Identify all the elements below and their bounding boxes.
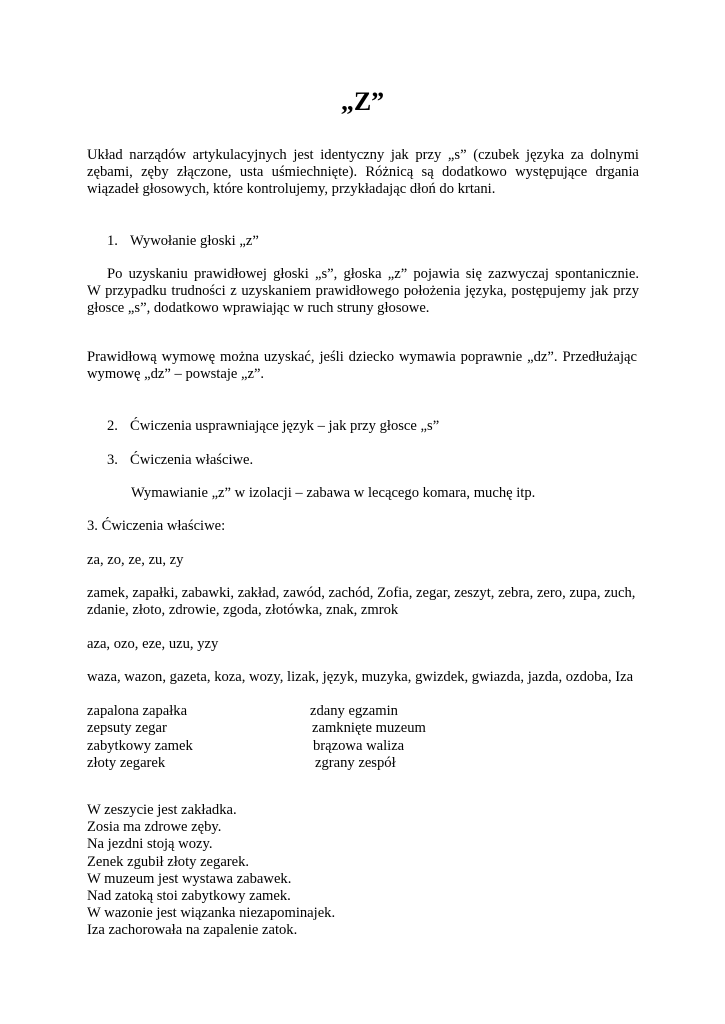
list-heading-text: Wywołanie głoski „z” [130, 233, 259, 249]
phrase-right: zamknięte muzeum [312, 720, 426, 737]
phrase-right: zgrany zespół [315, 754, 396, 771]
sentence: Nad zatoką stoi zabytkowy zamek. [87, 887, 291, 904]
section-1-paragraph-2 [87, 349, 637, 383]
list-heading-text: Ćwiczenia właściwe. [130, 452, 254, 468]
sentence: W zeszycie jest zakładka. [87, 802, 237, 818]
sentence: Na jezdni stoją wozy. [87, 836, 213, 853]
paragraph-line: W przypadku trudności z uzyskaniem prawidłowego położenia języka, postępujemy jak przy [87, 283, 639, 299]
section-1-paragraph [87, 266, 639, 317]
phrase-left: zapalona zapałka [87, 703, 188, 719]
phrase-left: złoty zegarek [87, 754, 166, 771]
intro-line: wiązadeł głosowych, które kontrolujemy, przykładając dłoń do krtani. [87, 181, 496, 197]
intro-paragraph [87, 147, 639, 198]
paragraph-line: wymowę „dz” – powstaje „z”. [87, 366, 265, 382]
sentence: Zenek zgubił złoty zegarek. [87, 853, 250, 870]
sentences-list [87, 802, 335, 940]
phrase-left: zabytkowy zamek [87, 737, 193, 754]
syllables-line: za, zo, ze, zu, zy [87, 552, 184, 568]
words-mid-line: waza, wazon, gazeta, koza, wozy, lizak, język, muzyka, gwizdek, gwiazda, jazda, ozdoba, Iza [87, 669, 634, 685]
phrase-right: zdany egzamin [310, 703, 398, 719]
words-line: zdanie, złoto, zdrowie, zgoda, złotówka, znak, zmrok [87, 602, 399, 618]
phrases-table [87, 703, 487, 772]
paragraph-line: Po uzyskaniu prawidłowej głoski „s”, głoska „z” pojawia się zazwyczaj spontanicznie. [107, 266, 639, 282]
intro-line: Układ narządów artykulacyjnych jest identyczny jak przy „s” (czubek języka za dolnymi [87, 147, 639, 163]
section-3-heading [107, 452, 253, 469]
syllables-mid-line: aza, ozo, eze, uzu, yzy [87, 636, 219, 652]
phrase-row [87, 755, 487, 772]
intro-line: zębami, zęby złączone, usta uśmiechnięte). Różnicą są dodatkowo występujące drgania [87, 164, 639, 180]
sentence: Zosia ma zdrowe zęby. [87, 819, 222, 836]
list-number: 3. [107, 452, 118, 468]
paragraph-line: Prawidłową wymowę można uzyskać, jeśli dziecko wymawia poprawnie „dz”. Przedłużając [87, 349, 637, 365]
section-2-heading [107, 418, 439, 435]
sentence: W wazonie jest wiązanka niezapominajek. [87, 905, 336, 922]
page-title: „Z” [340, 87, 385, 116]
sentence: Iza zachorowała na zapalenie zatok. [87, 922, 298, 939]
list-number: 2. [107, 418, 118, 434]
phrase-left: zepsuty zegar [87, 720, 167, 737]
phrase-right: brązowa waliza [313, 737, 405, 754]
sentence: W muzeum jest wystawa zabawek. [87, 870, 292, 887]
section-3-note: Wymawianie „z” w izolacji – zabawa w lecącego komara, muchę itp. [131, 485, 536, 501]
exercises-heading: 3. Ćwiczenia właściwe: [87, 518, 226, 534]
phrase-row [87, 720, 487, 737]
phrase-row [87, 703, 487, 720]
list-number: 1. [107, 233, 118, 249]
list-heading-text: Ćwiczenia usprawniające język – jak przy głosce „s” [130, 418, 440, 434]
section-1-heading [107, 233, 259, 250]
paragraph-line: głosce „s”, dodatkowo wprawiając w ruch struny głosowe. [87, 300, 430, 316]
words-line: zamek, zapałki, zabawki, zakład, zawód, zachód, Zofia, zegar, zeszyt, zebra, zero, zupa, zuch, [87, 585, 636, 601]
phrase-row [87, 738, 487, 755]
